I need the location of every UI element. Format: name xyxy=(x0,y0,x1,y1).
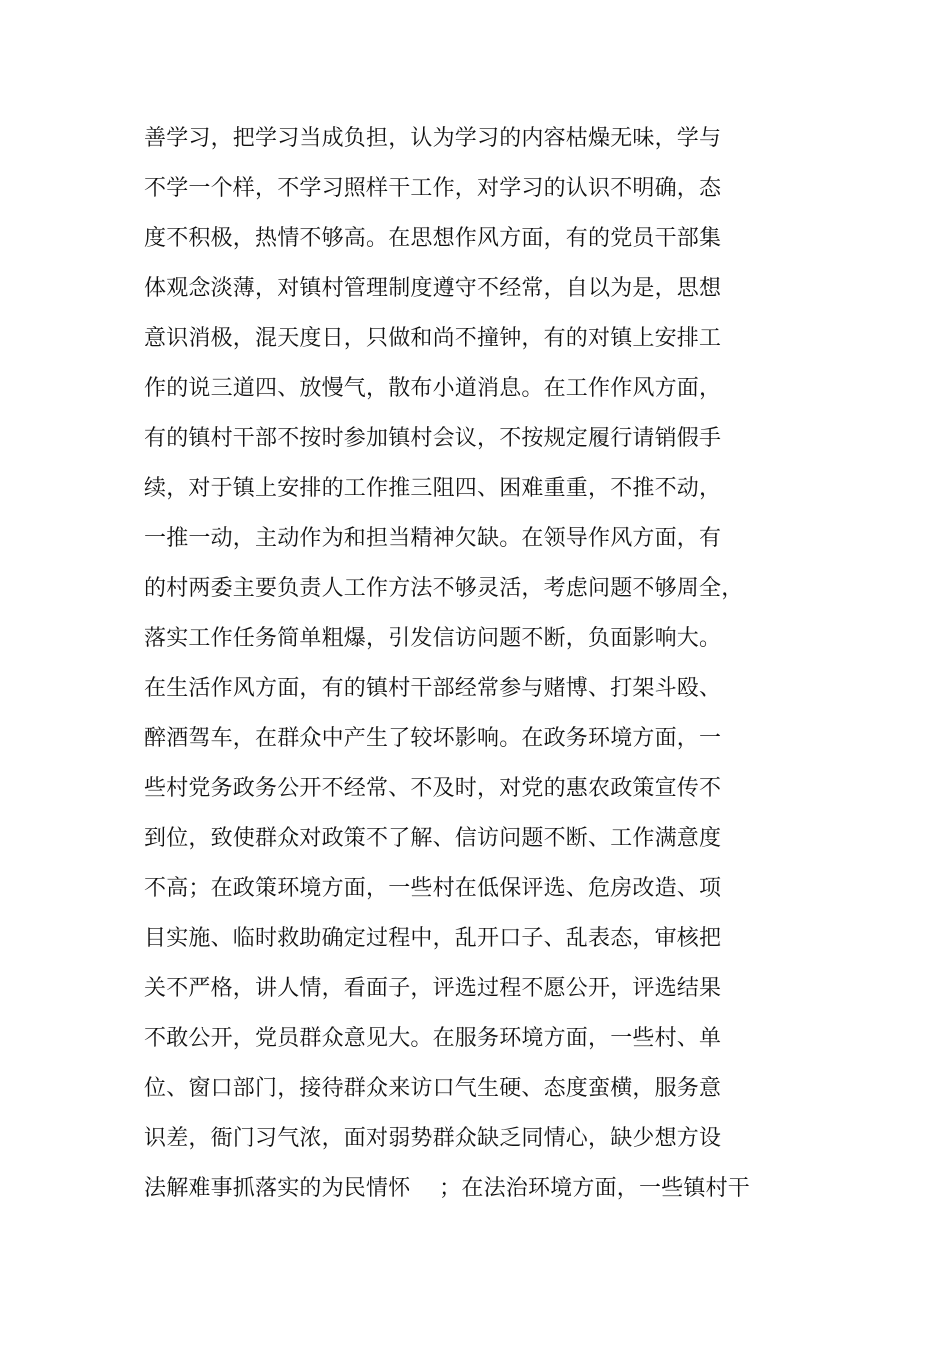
text-line-1: 善学习，把学习当成负担，认为学习的内容枯燥无味，学与 xyxy=(144,126,722,151)
text-line-18: 关不严格，讲人情，看面子，评选过程不愿公开，评选结果 xyxy=(144,976,722,1001)
text-line-19: 不敢公开，党员群众意见大。在服务环境方面，一些村、单 xyxy=(144,1026,722,1051)
text-line-7: 有的镇村干部不按时参加镇村会议，不按规定履行请销假手 xyxy=(144,426,722,451)
body-text xyxy=(144,114,824,1214)
text-line-15: 到位，致使群众对政策不了解、信访问题不断、工作满意度 xyxy=(144,826,722,851)
text-line-22: 法解难事抓落实的为民情怀 ；在法治环境方面，一些镇村干 xyxy=(144,1176,750,1201)
text-line-2: 不学一个样，不学习照样干工作，对学习的认识不明确，态 xyxy=(144,176,722,201)
text-line-17: 目实施、临时救助确定过程中，乱开口子、乱表态，审核把 xyxy=(144,926,722,951)
text-line-13: 醉酒驾车，在群众中产生了较坏影响。在政务环境方面，一 xyxy=(144,726,722,751)
text-line-14: 些村党务政务公开不经常、不及时，对党的惠农政策宣传不 xyxy=(144,776,722,801)
text-line-16: 不高；在政策环境方面，一些村在低保评选、危房改造、项 xyxy=(144,876,722,901)
text-line-11: 落实工作任务简单粗爆，引发信访问题不断，负面影响大。 xyxy=(144,626,722,651)
text-line-12: 在生活作风方面，有的镇村干部经常参与赌博、打架斗殴、 xyxy=(144,676,722,701)
text-line-9: 一推一动，主动作为和担当精神欠缺。在领导作风方面，有 xyxy=(144,526,722,551)
text-line-21: 识差，衙门习气浓，面对弱势群众缺乏同情心，缺少想方设 xyxy=(144,1126,722,1151)
text-line-20: 位、窗口部门，接待群众来访口气生硬、态度蛮横，服务意 xyxy=(144,1076,722,1101)
text-line-5: 意识消极，混天度日，只做和尚不撞钟，有的对镇上安排工 xyxy=(144,326,722,351)
text-line-8: 续，对于镇上安排的工作推三阻四、困难重重，不推不动， xyxy=(144,476,722,501)
text-line-4: 体观念淡薄，对镇村管理制度遵守不经常，自以为是，思想 xyxy=(144,276,722,301)
text-line-3: 度不积极，热情不够高。在思想作风方面，有的党员干部集 xyxy=(144,226,722,251)
text-line-10: 的村两委主要负责人工作方法不够灵活，考虑问题不够周全， xyxy=(144,576,744,601)
text-line-6: 作的说三道四、放慢气，散布小道消息。在工作作风方面， xyxy=(144,376,722,401)
